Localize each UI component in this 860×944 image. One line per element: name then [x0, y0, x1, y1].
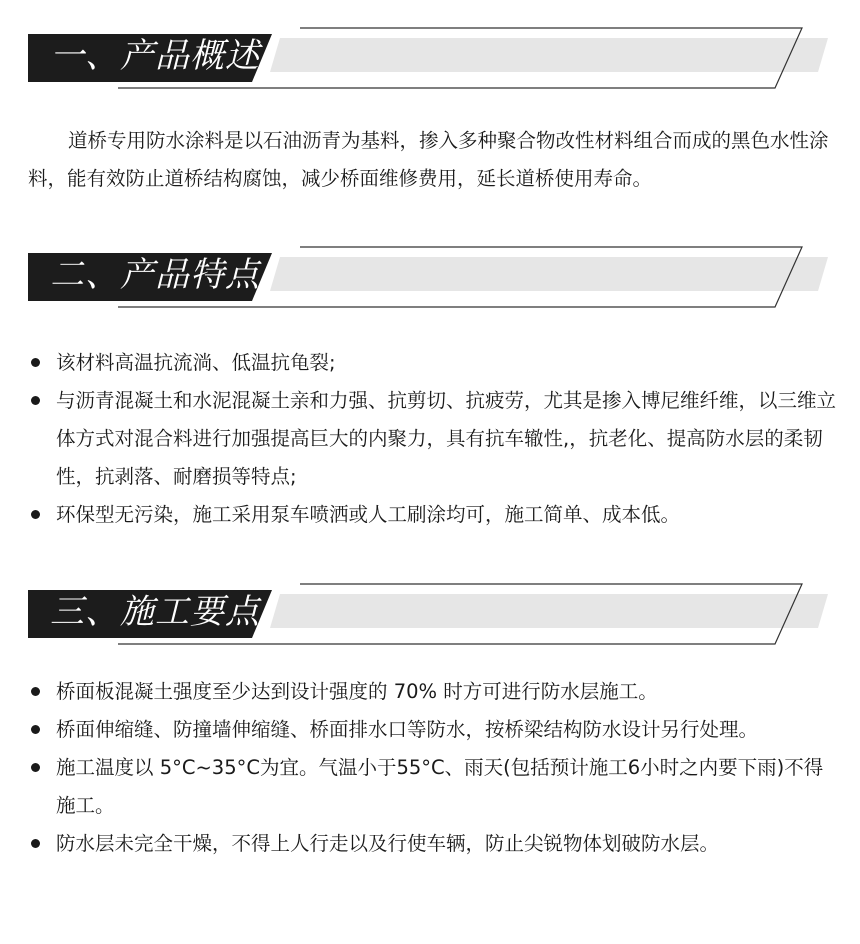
- list-item: [0, 382, 860, 496]
- section-header-construction: [0, 580, 860, 646]
- section-header-overview: [0, 24, 860, 90]
- bullet-icon: [31, 687, 40, 696]
- bullet-icon: [31, 763, 40, 772]
- list-item-text: 该材料高温抗流淌、低温抗龟裂;: [56, 351, 336, 374]
- list-item-text: 桥面板混凝土强度至少达到设计强度的 70% 时方可进行防水层施工。: [56, 680, 658, 703]
- list-item: [0, 711, 860, 749]
- list-item: [0, 749, 860, 825]
- construction-list: [0, 673, 860, 863]
- bullet-icon: [31, 396, 40, 405]
- section-title: 二、产品特点: [50, 255, 260, 295]
- bullet-icon: [31, 839, 40, 848]
- section-title: 三、施工要点: [50, 592, 260, 632]
- list-item-text: 桥面伸缩缝、防撞墙伸缩缝、桥面排水口等防水，按桥梁结构防水设计另行处理。: [56, 718, 759, 741]
- list-item: [0, 344, 860, 382]
- bullet-icon: [31, 510, 40, 519]
- list-item: [0, 496, 860, 534]
- list-item-text: 施工温度以 5°C~35°C为宜。气温小于55°C、雨天(包括预计施工6小时之内要下雨)不得施工。: [56, 756, 824, 817]
- list-item-text: 防水层未完全干燥，不得上人行走以及行使车辆，防止尖锐物体划破防水层。: [56, 832, 720, 855]
- bullet-icon: [31, 725, 40, 734]
- bullet-icon: [31, 358, 40, 367]
- list-item-text: 环保型无污染，施工采用泵车喷洒或人工刷涂均可，施工简单、成本低。: [56, 503, 681, 526]
- list-item-text: 与沥青混凝土和水泥混凝土亲和力强、抗剪切、抗疲劳，尤其是掺入博尼维纤维，以三维立体方式对混合料进行加强提高巨大的内聚力，具有抗车辙性,，抗老化、提高防水层的柔韧性，抗剥落、耐磨损等特点;: [56, 389, 837, 488]
- features-list: [0, 344, 860, 534]
- list-item: [0, 825, 860, 863]
- section-title: 一、产品概述: [50, 36, 260, 76]
- section-header-features: [0, 243, 860, 309]
- overview-paragraph: 道桥专用防水涂料是以石油沥青为基料，掺入多种聚合物改性材料组合而成的黑色水性涂料，能有效防止道桥结构腐蚀，减少桥面维修费用，延长道桥使用寿命。: [28, 129, 829, 190]
- list-item: [0, 673, 860, 711]
